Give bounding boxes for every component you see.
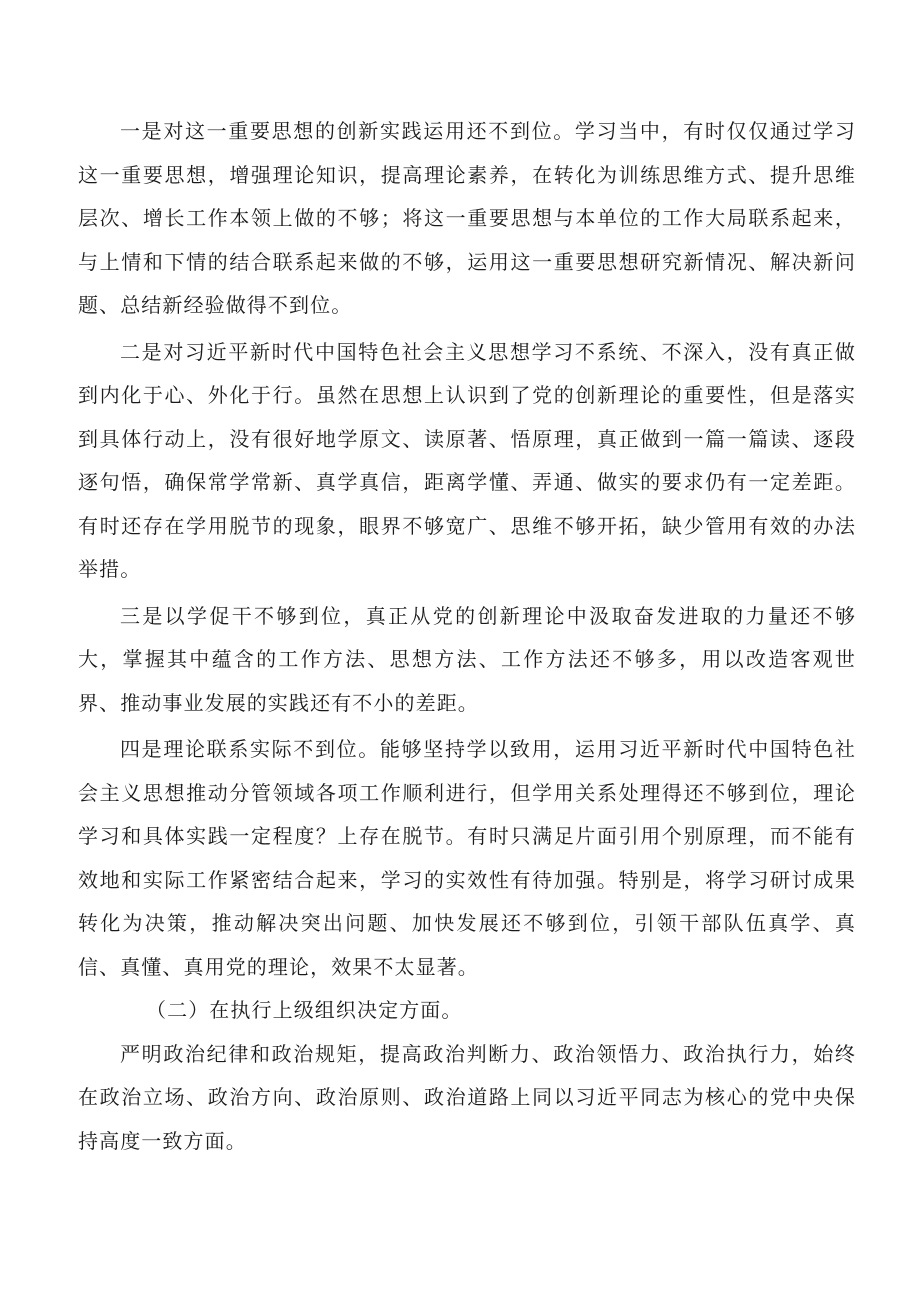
paragraph-point-one: 一是对这一重要思想的创新实践运用还不到位。学习当中，有时仅仅通过学习这一重要思想，增强理论知识，提高理论素养，在转化为训练思维方式、提升思维层次、增长工作本领上做的不够；将这一重要思想与本单位的工作大局联系起来，与上情和下情的结合联系起来做的不够，运用这一重要思想研究新情况、解决新问题、总结新经验做得不到位。 <box>78 119 856 317</box>
paragraph-point-four: 四是理论联系实际不到位。能够坚持学以致用，运用习近平新时代中国特色社会主义思想推动分管领域各项工作顺利进行，但学用关系处理得还不够到位，理论学习和具体实践一定程度？上存在脱节。有时只满足片面引用个别原理，而不能有效地和实际工作紧密结合起来，学习的实效性有待加强。特别是，将学习研讨成果转化为决策，推动解决突出问题、加快发展还不够到位，引领干部队伍真学、真信、真懂、真用党的理论，效果不太显著。 <box>78 737 856 979</box>
section-heading: （二）在执行上级组织决定方面。 <box>146 998 463 1022</box>
document-body <box>78 110 856 1163</box>
paragraph-point-three: 三是以学促干不够到位，真正从党的创新理论中汲取奋发进取的力量还不够大，掌握其中蕴含的工作方法、思想方法、工作方法还不够多，用以改造客观世界、推动事业发展的实践还有不小的差距。 <box>78 603 856 715</box>
paragraph-point-two: 二是对习近平新时代中国特色社会主义思想学习不系统、不深入，没有真正做到内化于心、外化于行。虽然在思想上认识到了党的创新理论的重要性，但是落实到具体行动上，没有很好地学原文、读原著、悟原理，真正做到一篇一篇读、逐段逐句悟，确保常学常新、真学真信，距离学懂、弄通、做实的要求仍有一定差距。有时还存在学用脱节的现象，眼界不够宽广、思维不够开拓，缺少管用有效的办法举措。 <box>78 339 856 581</box>
paragraph-closing: 严明政治纪律和政治规矩，提高政治判断力、政治领悟力、政治执行力，始终在政治立场、政治方向、政治原则、政治道路上同以习近平同志为核心的党中央保持高度一致方面。 <box>78 1041 856 1153</box>
